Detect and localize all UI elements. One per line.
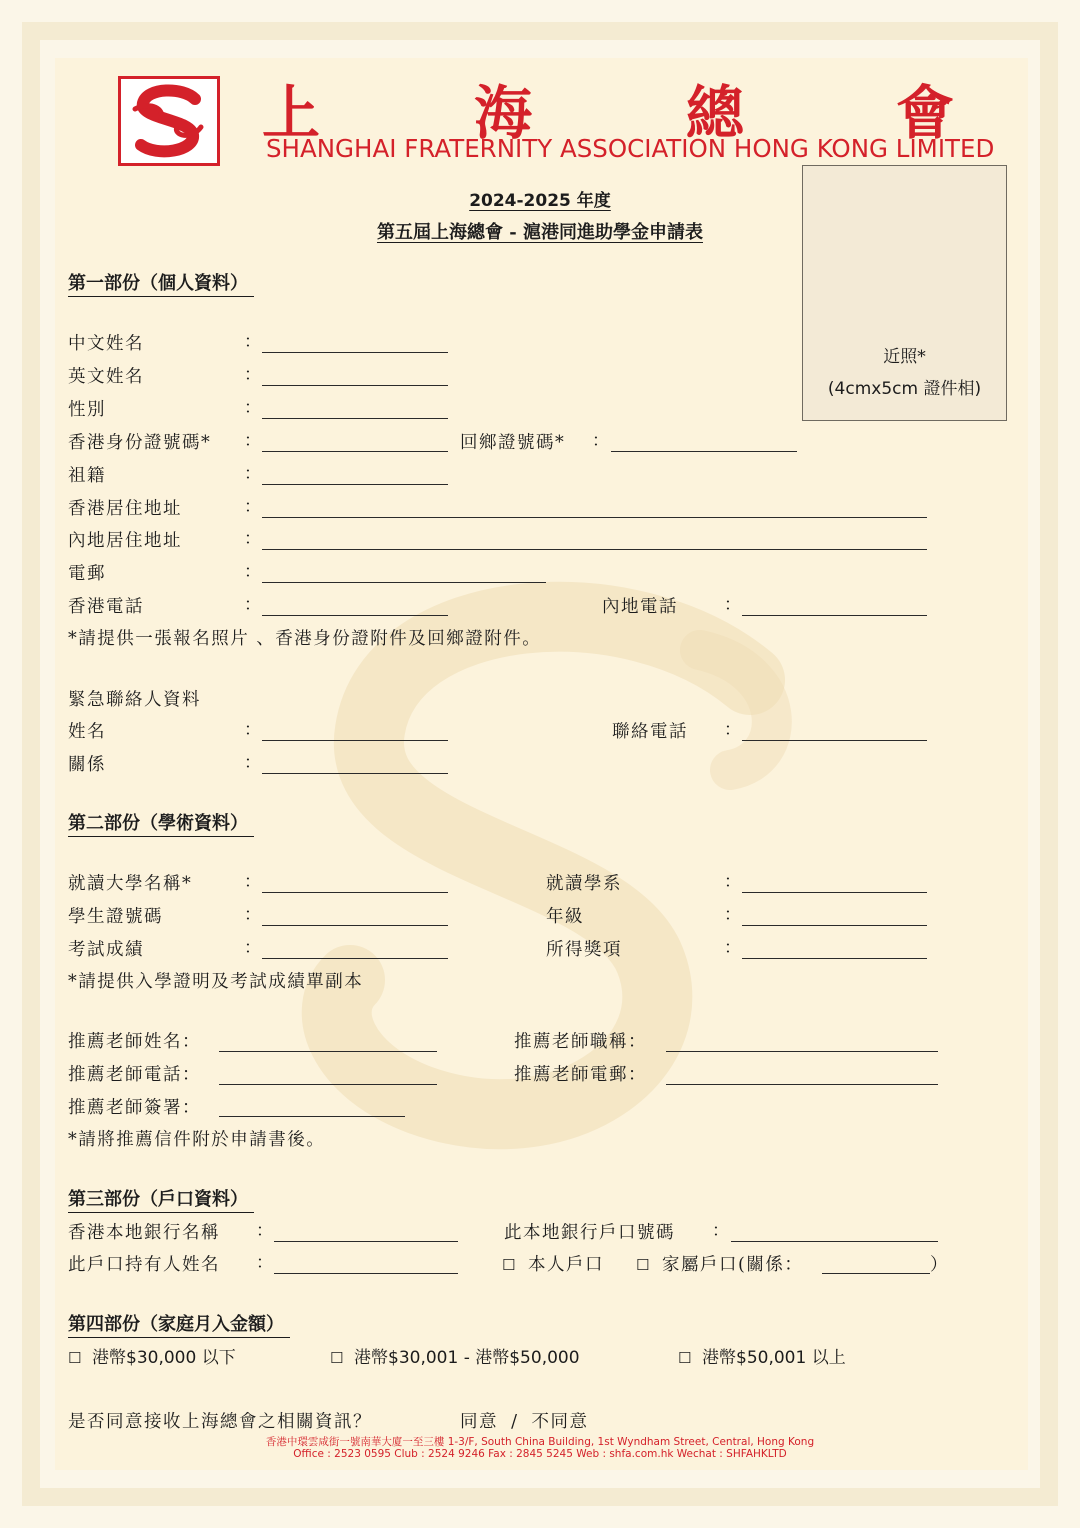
student-id-field[interactable] xyxy=(262,925,448,926)
awards-field[interactable] xyxy=(742,958,927,959)
colon: ： xyxy=(724,905,741,925)
account-number-field[interactable] xyxy=(731,1241,938,1242)
label-chinese-name: 中文姓名 xyxy=(68,334,144,354)
email-field[interactable] xyxy=(262,582,546,583)
s-logo-icon xyxy=(121,79,217,163)
consent-question: 是否同意接收上海總會之相關資訊？ xyxy=(68,1412,372,1432)
label-emergency-phone: 聯絡電話 xyxy=(612,722,688,742)
part2-note2: *請將推薦信件附於申請書後。 xyxy=(68,1130,326,1150)
english-name-field[interactable] xyxy=(262,385,448,386)
income-option-2-label: 港幣$30,001 - 港幣$50,000 xyxy=(354,1348,580,1368)
colon: ： xyxy=(724,595,741,615)
label-english-name: 英文姓名 xyxy=(68,367,144,387)
colon: ： xyxy=(724,720,741,740)
referee-title-field[interactable] xyxy=(666,1051,938,1052)
income-option-1-label: 港幣$30,000 以下 xyxy=(92,1348,236,1368)
label-department: 就讀學系 xyxy=(546,874,622,894)
header-char: 上 xyxy=(262,79,321,147)
family-account-checkbox[interactable]: ☐ xyxy=(636,1256,650,1274)
colon: ： xyxy=(244,431,261,451)
mainland-address-field[interactable] xyxy=(262,549,927,550)
ancestry-field[interactable] xyxy=(262,484,448,485)
exam-results-field[interactable] xyxy=(262,958,448,959)
part3-heading: 第三部份（戶口資料） xyxy=(68,1188,254,1213)
colon: ： xyxy=(244,529,261,549)
header-char: 海 xyxy=(474,79,533,147)
colon: ： xyxy=(592,431,609,451)
hkid-field[interactable] xyxy=(262,451,448,452)
referee-name-field[interactable] xyxy=(219,1051,437,1052)
label-referee-signature: 推薦老師簽署： xyxy=(68,1098,201,1118)
hk-phone-field[interactable] xyxy=(262,615,448,616)
label-account-holder: 此戶口持有人姓名 xyxy=(68,1255,220,1275)
header-chinese-name xyxy=(262,66,962,147)
grade-field[interactable] xyxy=(742,925,927,926)
colon: ： xyxy=(244,753,261,773)
part2-heading: 第二部份（學術資料） xyxy=(68,812,254,837)
part1-note: *請提供一張報名照片 、香港身份證附件及回鄉證附件。 xyxy=(68,629,542,649)
colon: ： xyxy=(244,464,261,484)
colon: ： xyxy=(244,872,261,892)
part2-note: *請提供入學證明及考試成績單副本 xyxy=(68,972,364,992)
label-mainland-address: 內地居住地址 xyxy=(68,531,182,551)
label-mainland-phone: 內地電話 xyxy=(602,597,678,617)
footer-contacts: Office : 2523 0595 Club : 2524 9246 Fax : 2845 5245 Web : shfa.com.hk Wechat : SHFAHKLTD xyxy=(293,1448,787,1460)
header-english-name: SHANGHAI FRATERNITY ASSOCIATION HONG KONG LIMITED xyxy=(266,134,995,163)
colon: ： xyxy=(712,1221,729,1241)
colon: ： xyxy=(244,332,261,352)
university-field[interactable] xyxy=(262,892,448,893)
colon: ： xyxy=(244,398,261,418)
label-home-return-permit: 回鄉證號碼* xyxy=(460,433,566,453)
label-referee-phone: 推薦老師電話： xyxy=(68,1065,201,1085)
colon: ： xyxy=(244,595,261,615)
colon: ： xyxy=(244,497,261,517)
hk-address-field[interactable] xyxy=(262,517,927,518)
part4-heading: 第四部份（家庭月入金額） xyxy=(68,1313,290,1338)
label-student-id: 學生證號碼 xyxy=(68,907,163,927)
emergency-relation-field[interactable] xyxy=(262,773,448,774)
income-option-2-checkbox[interactable]: ☐ xyxy=(330,1349,344,1367)
photo-label: 近照* xyxy=(883,347,926,367)
part1-heading: 第一部份（個人資料） xyxy=(68,272,254,297)
income-option-1-checkbox[interactable]: ☐ xyxy=(68,1349,82,1367)
form-year-title xyxy=(0,186,1080,211)
referee-signature-field[interactable] xyxy=(219,1116,405,1117)
header-char: 會 xyxy=(896,79,955,147)
label-bank-name: 香港本地銀行名稱 xyxy=(68,1223,220,1243)
referee-email-field[interactable] xyxy=(666,1084,938,1085)
label-emergency-name: 姓名 xyxy=(68,722,106,742)
colon: ： xyxy=(724,872,741,892)
footer-address: 香港中環雲咸街一號南華大廈一至三樓 1-3/F, South China Building, 1st Wyndham Street, Central, Hong Kong xyxy=(265,1436,815,1448)
label-referee-title: 推薦老師職稱： xyxy=(514,1032,647,1052)
income-option-3-label: 港幣$50,001 以上 xyxy=(702,1348,846,1368)
emergency-heading: 緊急聯絡人資料 xyxy=(68,690,201,710)
label-ancestry: 祖籍 xyxy=(68,466,106,486)
colon: ： xyxy=(244,720,261,740)
colon: ： xyxy=(256,1253,273,1273)
form-title xyxy=(0,218,1080,244)
label-referee-email: 推薦老師電郵： xyxy=(514,1065,647,1085)
emergency-phone-field[interactable] xyxy=(742,740,927,741)
label-email: 電郵 xyxy=(68,564,106,584)
label-account-number: 此本地銀行戶口號碼 xyxy=(504,1223,675,1243)
home-return-permit-field[interactable] xyxy=(611,451,797,452)
emergency-name-field[interactable] xyxy=(262,740,448,741)
label-exam-results: 考試成績 xyxy=(68,940,144,960)
label-family-account: 家屬戶口(關係： xyxy=(662,1255,804,1275)
income-option-3-checkbox[interactable]: ☐ xyxy=(678,1349,692,1367)
colon: ： xyxy=(244,905,261,925)
label-gender: 性別 xyxy=(68,400,106,420)
own-account-checkbox[interactable]: ☐ xyxy=(502,1256,516,1274)
family-relation-field[interactable] xyxy=(822,1273,930,1274)
form-title-text: 第五屆上海總會 - 滬港同進助學金申請表 xyxy=(376,222,703,243)
label-hk-phone: 香港電話 xyxy=(68,597,144,617)
label-awards: 所得獎項 xyxy=(546,940,622,960)
label-referee-name: 推薦老師姓名： xyxy=(68,1032,201,1052)
photo-size-label: (4cmx5cm 證件相) xyxy=(827,379,982,399)
account-holder-field[interactable] xyxy=(274,1273,458,1274)
referee-phone-field[interactable] xyxy=(219,1084,437,1085)
bank-name-field[interactable] xyxy=(274,1241,458,1242)
label-own-account: 本人戶口 xyxy=(528,1255,604,1275)
label-hkid: 香港身份證號碼* xyxy=(68,433,212,453)
colon: ： xyxy=(256,1221,273,1241)
gender-field[interactable] xyxy=(262,418,448,419)
association-logo xyxy=(118,76,220,166)
department-field[interactable] xyxy=(742,892,927,893)
form-year-text: 2024-2025 年度 xyxy=(469,191,611,211)
label-university: 就讀大學名稱* xyxy=(68,874,193,894)
mainland-phone-field[interactable] xyxy=(742,615,927,616)
colon: ： xyxy=(244,938,261,958)
colon: ： xyxy=(244,365,261,385)
label-grade: 年級 xyxy=(546,907,584,927)
label-hk-address: 香港居住地址 xyxy=(68,499,182,519)
colon: ： xyxy=(244,562,261,582)
label-emergency-relation: 關係 xyxy=(68,755,106,775)
chinese-name-field[interactable] xyxy=(262,352,448,353)
family-relation-close: ） xyxy=(930,1255,949,1275)
header-char: 總 xyxy=(686,79,745,147)
consent-answer[interactable]: 同意 / 不同意 xyxy=(460,1412,589,1432)
colon: ： xyxy=(724,938,741,958)
